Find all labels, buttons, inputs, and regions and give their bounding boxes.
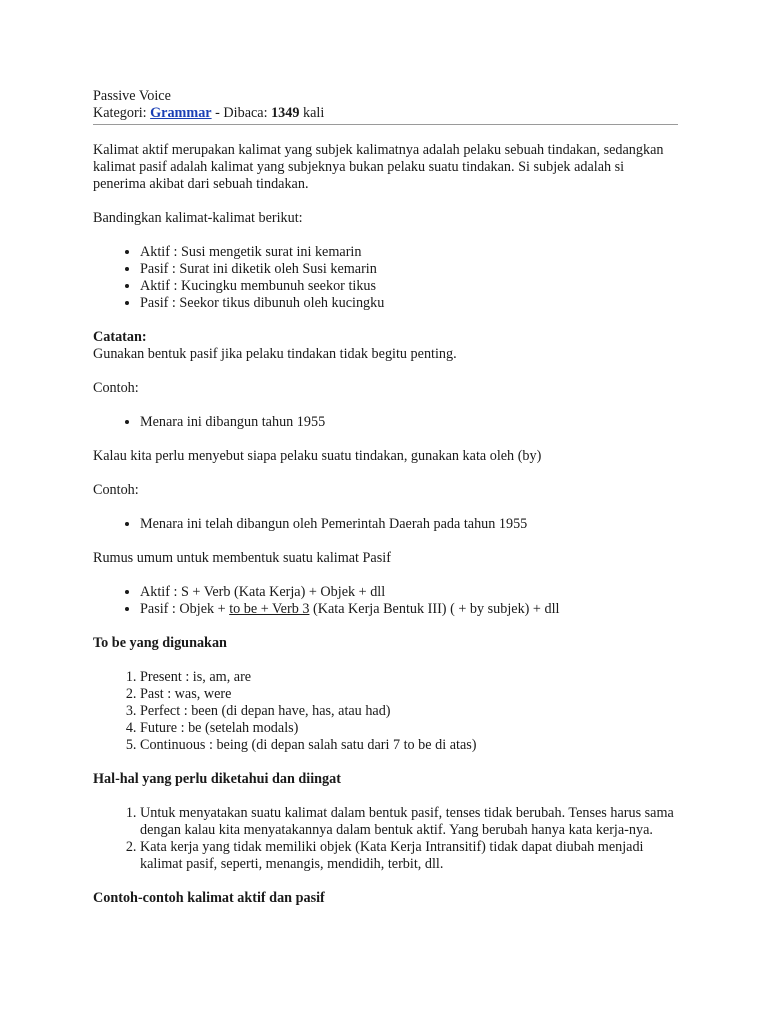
intro-paragraph: Kalimat aktif merupakan kalimat yang subjek kalimatnya adalah pelaku sebuah tindakan, sedangkan kalimat pasif adalah kalimat yang subjeknya bukan pelaku suatu tindakan. Si subjek adalah si penerima akibat dari sebuah tindakan.: [93, 142, 664, 192]
list-item: 4. Future : be (setelah modals): [140, 720, 678, 737]
list-item: • Aktif : S + Verb (Kata Kerja) + Objek + dll: [140, 584, 678, 601]
kategori-label: Kategori:: [93, 105, 151, 121]
compare-list: [93, 244, 678, 312]
contoh-contoh-heading: Contoh-contoh kalimat aktif dan pasif: [93, 890, 325, 906]
rumus-pasif-suffix: (Kata Kerja Bentuk III) ( + by subjek) + dll: [309, 601, 560, 617]
article-title: Passive Voice: [93, 88, 171, 104]
list-item: 1. Untuk menyatakan suatu kalimat dalam bentuk pasif, tenses tidak berubah. Tenses harus sama dengan kalau kita menyatakannya dalam bentuk aktif. Yang berubah hanya kata kerja-nya.: [140, 805, 678, 839]
list-item: • Pasif : Surat ini diketik oleh Susi kemarin: [140, 261, 678, 278]
contoh-list: [93, 414, 678, 431]
tobe-heading: To be yang digunakan: [93, 635, 227, 651]
contoh-label: Contoh:: [93, 482, 139, 498]
read-count-unit: kali: [299, 105, 325, 121]
compare-heading: Bandingkan kalimat-kalimat berikut:: [93, 210, 303, 226]
rumus-heading: Rumus umum untuk membentuk suatu kalimat Pasif: [93, 550, 391, 566]
list-item: • Menara ini dibangun tahun 1955: [140, 414, 678, 431]
rumus-list: [93, 584, 678, 618]
read-count: 1349: [271, 105, 300, 121]
list-item: • Pasif : Seekor tikus dibunuh oleh kucingku: [140, 295, 678, 312]
by-paragraph: Kalau kita perlu menyebut siapa pelaku suatu tindakan, gunakan kata oleh (by): [93, 448, 542, 464]
list-item: • Menara ini telah dibangun oleh Pemerintah Daerah pada tahun 1955: [140, 516, 678, 533]
hal-heading: Hal-hal yang perlu diketahui dan diingat: [93, 771, 341, 787]
list-item: 3. Perfect : been (di depan have, has, atau had): [140, 703, 678, 720]
grammar-category-link[interactable]: Grammar: [150, 105, 212, 121]
article-meta: [93, 105, 678, 125]
rumus-pasif-prefix: Pasif : Objek +: [140, 601, 230, 617]
list-item: [140, 601, 678, 618]
list-item: • Aktif : Kucingku membunuh seekor tikus: [140, 278, 678, 295]
list-item: 2. Past : was, were: [140, 686, 678, 703]
list-item: 2. Kata kerja yang tidak memiliki objek (Kata Kerja Intransitif) tidak dapat diubah menjadi kalimat pasif, seperti, menangis, mendidih, terbit, dll.: [140, 839, 678, 873]
contoh-list: [93, 516, 678, 533]
hal-list: [93, 805, 678, 873]
tobe-list: [93, 669, 678, 754]
document-page: [93, 88, 678, 907]
contoh-label: Contoh:: [93, 380, 139, 396]
list-item: • Aktif : Susi mengetik surat ini kemarin: [140, 244, 678, 261]
list-item: 5. Continuous : being (di depan salah satu dari 7 to be di atas): [140, 737, 678, 754]
dibaca-label: - Dibaca:: [211, 105, 272, 121]
rumus-pasif-underlined: to be + Verb 3: [229, 601, 310, 617]
list-item: 1. Present : is, am, are: [140, 669, 678, 686]
catatan-text: Gunakan bentuk pasif jika pelaku tindakan tidak begitu penting.: [93, 346, 457, 362]
catatan-heading: Catatan:: [93, 329, 147, 345]
